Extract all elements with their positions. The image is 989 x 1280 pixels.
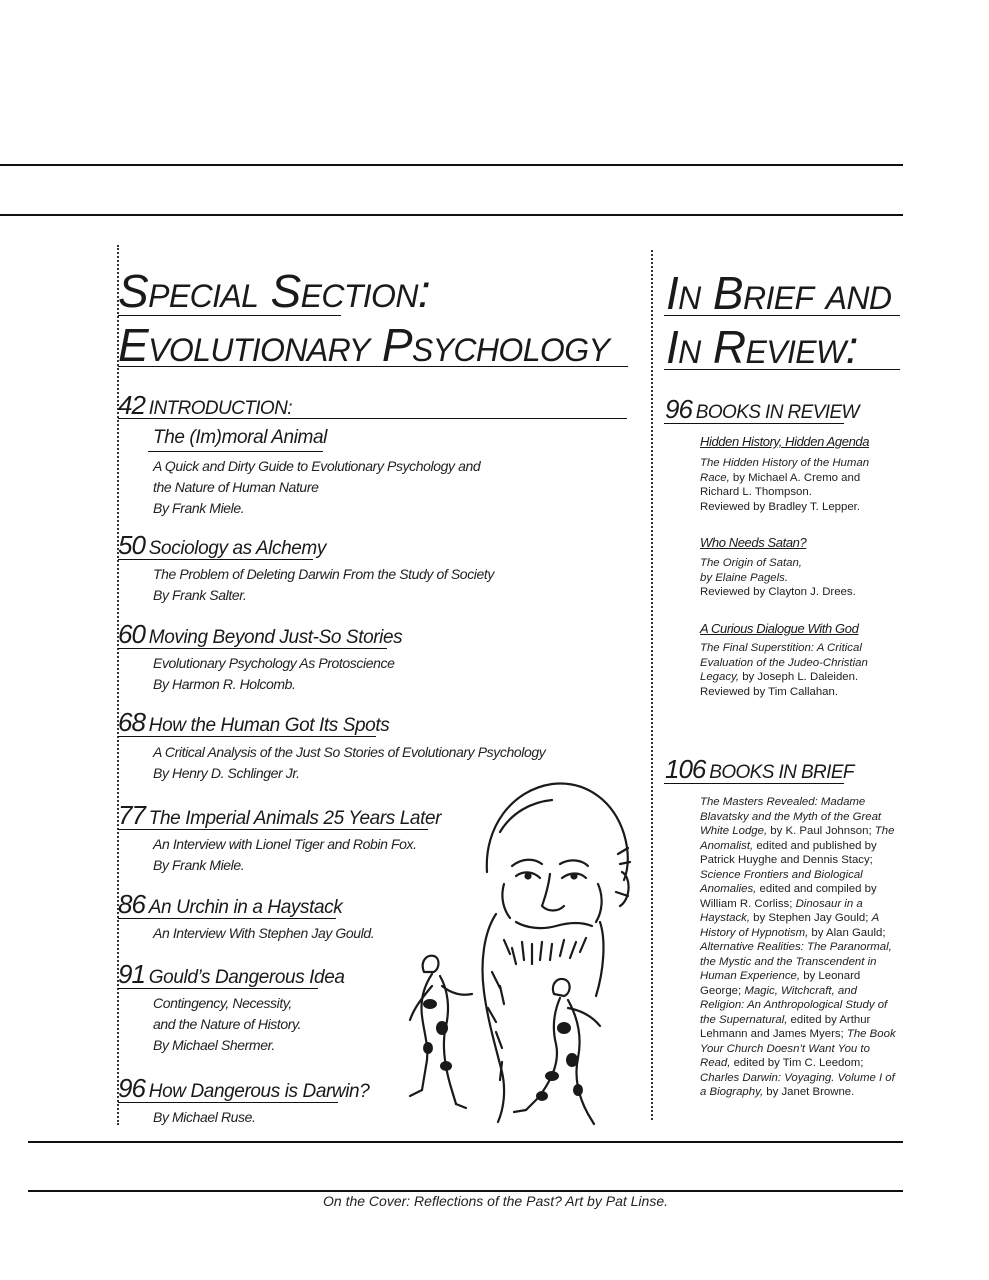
section-label: BOOKS IN REVIEW: [695, 402, 859, 423]
books-in-brief-heading[interactable]: [665, 756, 854, 782]
brief-book-title: A History of Hypnotism,: [700, 912, 879, 939]
top-rule-2: [0, 214, 903, 216]
brief-book-title: The Book Your Church Doesn’t Want You to Read,: [700, 1028, 896, 1069]
books-in-review-underline: [664, 423, 844, 424]
review-book-title: The Hidden History of the Human Race,: [700, 457, 870, 484]
brief-credit: by Leonard George;: [700, 970, 861, 997]
left-dotted-guide: [117, 245, 119, 1125]
entry-96-line-1: By Michael Ruse.: [153, 1109, 256, 1125]
entry-91-line-3: By Michael Shermer.: [153, 1037, 275, 1053]
review-reviewer: Reviewed by Clayton J. Drees.: [700, 586, 856, 598]
entry-68-underline: [118, 736, 376, 737]
page-number: 42: [118, 390, 145, 420]
books-in-review-heading[interactable]: [665, 396, 859, 422]
top-rule-1: [0, 164, 903, 166]
brief-book-title: Alternative Realities: The Paranormal, the Mystic and the Transcendent in Human Experience,: [700, 941, 892, 982]
entry-96-underline: [118, 1102, 338, 1103]
entry-immoral-animal-line-1: A Quick and Dirty Guide to Evolutionary Psychology and: [153, 458, 481, 474]
entry-77-line-1: An Interview with Lionel Tiger and Robin Fox.: [153, 836, 417, 852]
brief-book-title: Magic, Witchcraft, and Religion: An Anthropological Study of the Supernatural,: [700, 984, 888, 1026]
entry-96[interactable]: [118, 1075, 369, 1101]
darwin-illustration: [392, 772, 632, 1140]
entry-50-line-1: The Problem of Deleting Darwin From the Study of Society: [153, 566, 494, 582]
page-number: 77: [118, 800, 145, 830]
page-number: 68: [118, 707, 145, 737]
entry-title: Moving Beyond Just-So Stories: [148, 627, 403, 648]
books-in-brief-underline: [664, 783, 844, 784]
review-reviewer: Reviewed by Tim Callahan.: [700, 685, 839, 698]
entry-86-underline: [118, 918, 336, 919]
review-details: by Joseph L. Daleiden.: [739, 671, 859, 683]
review-book-title: The Origin of Satan, by Elaine Pagels.: [700, 557, 802, 584]
entry-91-underline: [118, 988, 318, 989]
brief-credit: by K. Paul Johnson;: [767, 825, 875, 837]
page-number: 86: [118, 889, 145, 919]
entry-68-line-1: A Critical Analysis of the Just So Stories of Evolutionary Psychology: [153, 744, 546, 760]
entry-91-line-1: Contingency, Necessity,: [153, 995, 292, 1011]
entry-50-underline: [118, 559, 313, 560]
cover-caption: On the Cover: Reflections of the Past? Art by Pat Linse.: [323, 1193, 668, 1209]
review-details: by Michael A. Cremo and Richard L. Thompson.: [700, 471, 861, 498]
bottom-rule-1: [28, 1141, 903, 1143]
in-brief-heading-1: In Brief and: [666, 267, 892, 319]
in-brief-underline-1: [664, 315, 900, 316]
entry-title: Gould’s Dangerous Idea: [148, 967, 345, 988]
entry-86[interactable]: [118, 891, 342, 917]
page-number: 50: [118, 530, 145, 560]
special-section-heading-1: Special Section:: [118, 265, 431, 317]
page-number: 96: [665, 394, 692, 424]
brief-book-title: The Anomalist,: [700, 825, 895, 852]
entry-50[interactable]: [118, 532, 326, 558]
entry-77-underline: [118, 829, 428, 830]
entry-title: How the Human Got Its Spots: [148, 715, 390, 736]
entry-60-line-1: Evolutionary Psychology As Protoscience: [153, 655, 395, 671]
review-body-1: [700, 456, 900, 514]
entry-immoral-animal-underline: [148, 451, 323, 452]
page-number: 60: [118, 619, 145, 649]
brief-book-title: Charles Darwin: Voyaging. Volume I of a Biography,: [700, 1071, 895, 1098]
brief-credit: by Stephen Jay Gould;: [750, 912, 872, 924]
brief-book-title: Science Frontiers and Biological Anomalies,: [700, 868, 863, 895]
review-book-title: The Final Superstition: A Critical Evaluation of the Judeo-Christian Legacy,: [700, 642, 868, 683]
entry-77-line-2: By Frank Miele.: [153, 857, 245, 873]
page-number: 106: [665, 754, 706, 784]
brief-credit: by Alan Gauld;: [808, 926, 886, 939]
entry-50-line-2: By Frank Salter.: [153, 587, 247, 603]
bottom-rule-2: [28, 1190, 903, 1192]
entry-title: How Dangerous is Darwin?: [148, 1081, 370, 1102]
section-label: BOOKS IN BRIEF: [709, 762, 854, 783]
entry-91[interactable]: [118, 961, 345, 987]
entry-title: The Imperial Animals 25 Years Later: [148, 808, 442, 829]
entry-title: Sociology as Alchemy: [148, 538, 326, 559]
entry-42[interactable]: [118, 392, 292, 418]
review-body-2: [700, 556, 856, 600]
heading-underline-1: [118, 315, 341, 316]
entry-title: INTRODUCTION:: [148, 398, 292, 419]
brief-credit: edited and compiled by William R. Corliss;: [700, 883, 877, 910]
entry-60-underline: [118, 648, 387, 649]
entry-immoral-animal-line-2: the Nature of Human Nature: [153, 479, 319, 495]
entry-91-line-2: and the Nature of History.: [153, 1016, 302, 1032]
entry-86-line-1: An Interview With Stephen Jay Gould.: [153, 925, 375, 941]
review-title-2[interactable]: Who Needs Satan?: [700, 535, 807, 550]
entry-60-line-2: By Harmon R. Holcomb.: [153, 676, 296, 692]
brief-credit: edited by Arthur Lehmann and James Myers;: [700, 1013, 871, 1040]
brief-book-title: The Masters Revealed: Madame Blavatsky and the Myth of the Great White Lodge,: [700, 796, 882, 837]
brief-credit: edited by Tim C. Leedom;: [730, 1057, 864, 1069]
in-brief-underline-2: [664, 369, 900, 370]
entry-immoral-animal-line-3: By Frank Miele.: [153, 500, 245, 516]
entry-title: An Urchin in a Haystack: [148, 897, 343, 918]
center-dotted-guide: [651, 250, 653, 1120]
brief-credit: edited and published by Patrick Huyghe and Dennis Stacy;: [700, 839, 877, 866]
special-section-heading-2: Evolutionary Psychology: [118, 319, 610, 371]
brief-credit: by Janet Browne.: [763, 1086, 855, 1098]
entry-immoral-animal-title[interactable]: The (Im)moral Animal: [153, 427, 327, 448]
review-title-3[interactable]: A Curious Dialogue With God: [700, 621, 859, 636]
heading-underline-2: [118, 366, 628, 367]
page-number: 96: [118, 1073, 145, 1103]
page-number: 91: [118, 959, 145, 989]
review-reviewer: Reviewed by Bradley T. Lepper.: [700, 500, 860, 513]
in-brief-heading-2: In Review:: [666, 321, 858, 373]
brief-book-title: Dinosaur in a Haystack,: [700, 897, 863, 924]
entry-68-line-2: By Henry D. Schlinger Jr.: [153, 765, 300, 781]
entry-68[interactable]: [118, 709, 389, 735]
review-body-3: [700, 641, 885, 699]
entry-60[interactable]: [118, 621, 402, 647]
entry-42-underline: [118, 418, 627, 419]
review-title-1[interactable]: Hidden History, Hidden Agenda: [700, 434, 870, 449]
books-in-brief-list: [700, 795, 900, 1100]
